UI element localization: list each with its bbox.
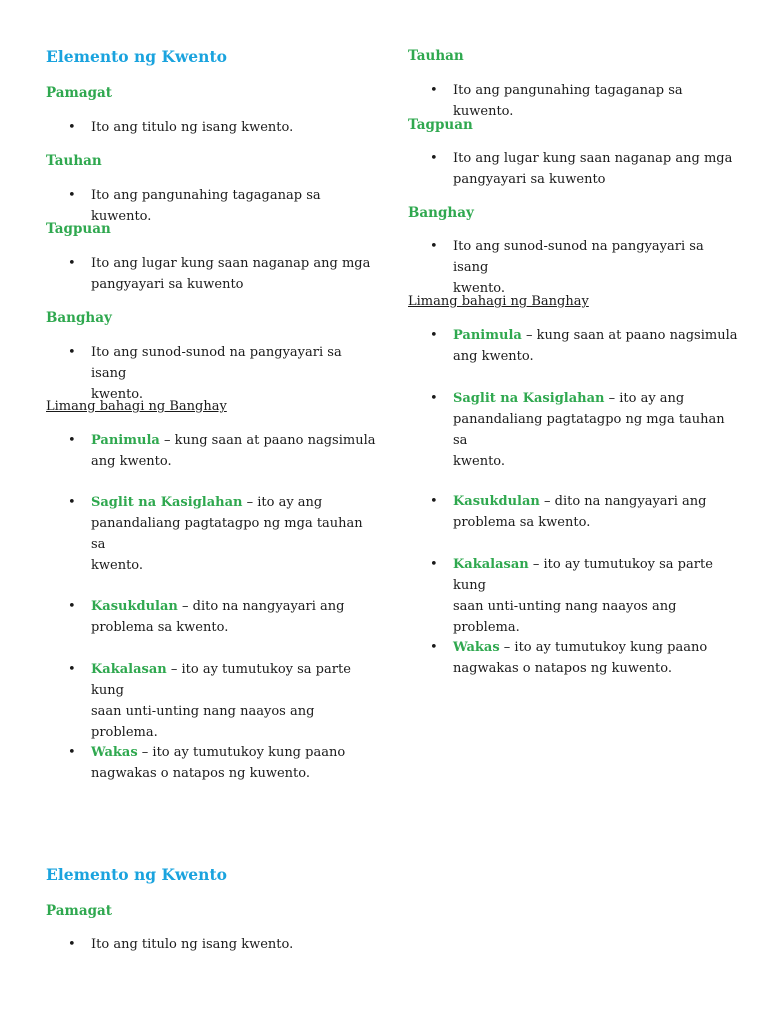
term-label: Kakalasan (453, 557, 529, 572)
item-text: ang kwento. (91, 454, 172, 469)
item-text: – ito ay ang (604, 391, 685, 406)
heading-banghay: Banghay (46, 310, 112, 326)
list-item-banghay (408, 236, 738, 299)
item-text: – ito ay tumutukoy kung paano (499, 640, 708, 655)
item-text: Ito ang titulo ng isang kwento. (91, 937, 294, 952)
list-item-tagpuan (408, 148, 738, 190)
item-text: kwento. (453, 281, 506, 296)
item-text: Ito ang lugar kung saan naganap ang mga (453, 151, 733, 166)
item-text: Ito ang pangunahing tagaganap sa kuwento. (91, 188, 321, 224)
item-text: panandaliang pagtatagpo ng mga tauhan sa (453, 412, 725, 448)
item-text: Ito ang sunod-sunod na pangyayari sa isang (91, 345, 342, 381)
item-text: kwento. (453, 454, 506, 469)
item-text: – kung saan at paano nagsimula (159, 433, 376, 448)
item-text: nagwakas o natapos ng kuwento. (453, 661, 672, 676)
item-text: saan unti-unting nang naayos ang problema. (453, 599, 677, 635)
subheading-limang-bahagi: Limang bahagi ng Banghay (46, 399, 227, 414)
item-text: – dito na nangyayari ang (539, 494, 707, 509)
document-title: Elemento ng Kwento (46, 47, 227, 66)
item-text: kwento. (91, 387, 144, 402)
list-item-kakalasan (408, 554, 738, 638)
list-item-panimula (46, 430, 376, 472)
term-label: Saglit na Kasiglahan (453, 391, 605, 406)
heading-tauhan: Tauhan (46, 153, 102, 169)
list-item-saglit (46, 492, 376, 576)
item-text: – dito na nangyayari ang (177, 599, 345, 614)
item-text: pangyayari sa kuwento (453, 172, 606, 187)
list-item-wakas (408, 637, 738, 679)
list-item-panimula (408, 325, 738, 367)
heading-tagpuan: Tagpuan (408, 117, 473, 133)
list-item-kakalasan (46, 659, 376, 743)
heading-pamagat-repeat: Pamagat (46, 903, 112, 919)
heading-tauhan: Tauhan (408, 48, 464, 64)
term-label: Kasukdulan (453, 494, 540, 509)
item-text: Ito ang pangunahing tagaganap sa kuwento. (453, 83, 683, 119)
term-label: Panimula (453, 328, 522, 343)
term-label: Wakas (91, 745, 138, 760)
list-item-wakas (46, 742, 376, 784)
heading-banghay: Banghay (408, 205, 474, 221)
item-text: ang kwento. (453, 349, 534, 364)
item-text: Ito ang titulo ng isang kwento. (91, 120, 294, 135)
item-text: – ito ay ang (242, 495, 323, 510)
list-item-pamagat-repeat (46, 934, 376, 955)
list-item-kasukdulan (408, 491, 738, 533)
item-text: – ito ay tumutukoy sa parte kung (453, 557, 713, 593)
term-label: Kakalasan (91, 662, 167, 677)
term-label: Kasukdulan (91, 599, 178, 614)
item-text: – ito ay tumutukoy sa parte kung (91, 662, 351, 698)
item-text: Ito ang lugar kung saan naganap ang mga (91, 256, 371, 271)
item-text: kwento. (91, 558, 144, 573)
item-text: problema sa kwento. (453, 515, 591, 530)
item-text: pangyayari sa kuwento (91, 277, 244, 292)
list-item-pamagat (46, 117, 376, 138)
item-text: panandaliang pagtatagpo ng mga tauhan sa (91, 516, 363, 552)
item-text: – ito ay tumutukoy kung paano (137, 745, 346, 760)
subheading-limang-bahagi: Limang bahagi ng Banghay (408, 294, 589, 309)
heading-pamagat: Pamagat (46, 85, 112, 101)
list-item-tagpuan (46, 253, 376, 295)
item-text: saan unti-unting nang naayos ang problema. (91, 704, 315, 740)
term-label: Wakas (453, 640, 500, 655)
term-label: Saglit na Kasiglahan (91, 495, 243, 510)
heading-tagpuan: Tagpuan (46, 221, 111, 237)
list-item-saglit (408, 388, 738, 472)
item-text: problema sa kwento. (91, 620, 229, 635)
list-item-kasukdulan (46, 596, 376, 638)
item-text: Ito ang sunod-sunod na pangyayari sa isang (453, 239, 704, 275)
item-text: – kung saan at paano nagsimula (521, 328, 738, 343)
term-label: Panimula (91, 433, 160, 448)
item-text: nagwakas o natapos ng kuwento. (91, 766, 310, 781)
document-title-repeat: Elemento ng Kwento (46, 865, 227, 884)
